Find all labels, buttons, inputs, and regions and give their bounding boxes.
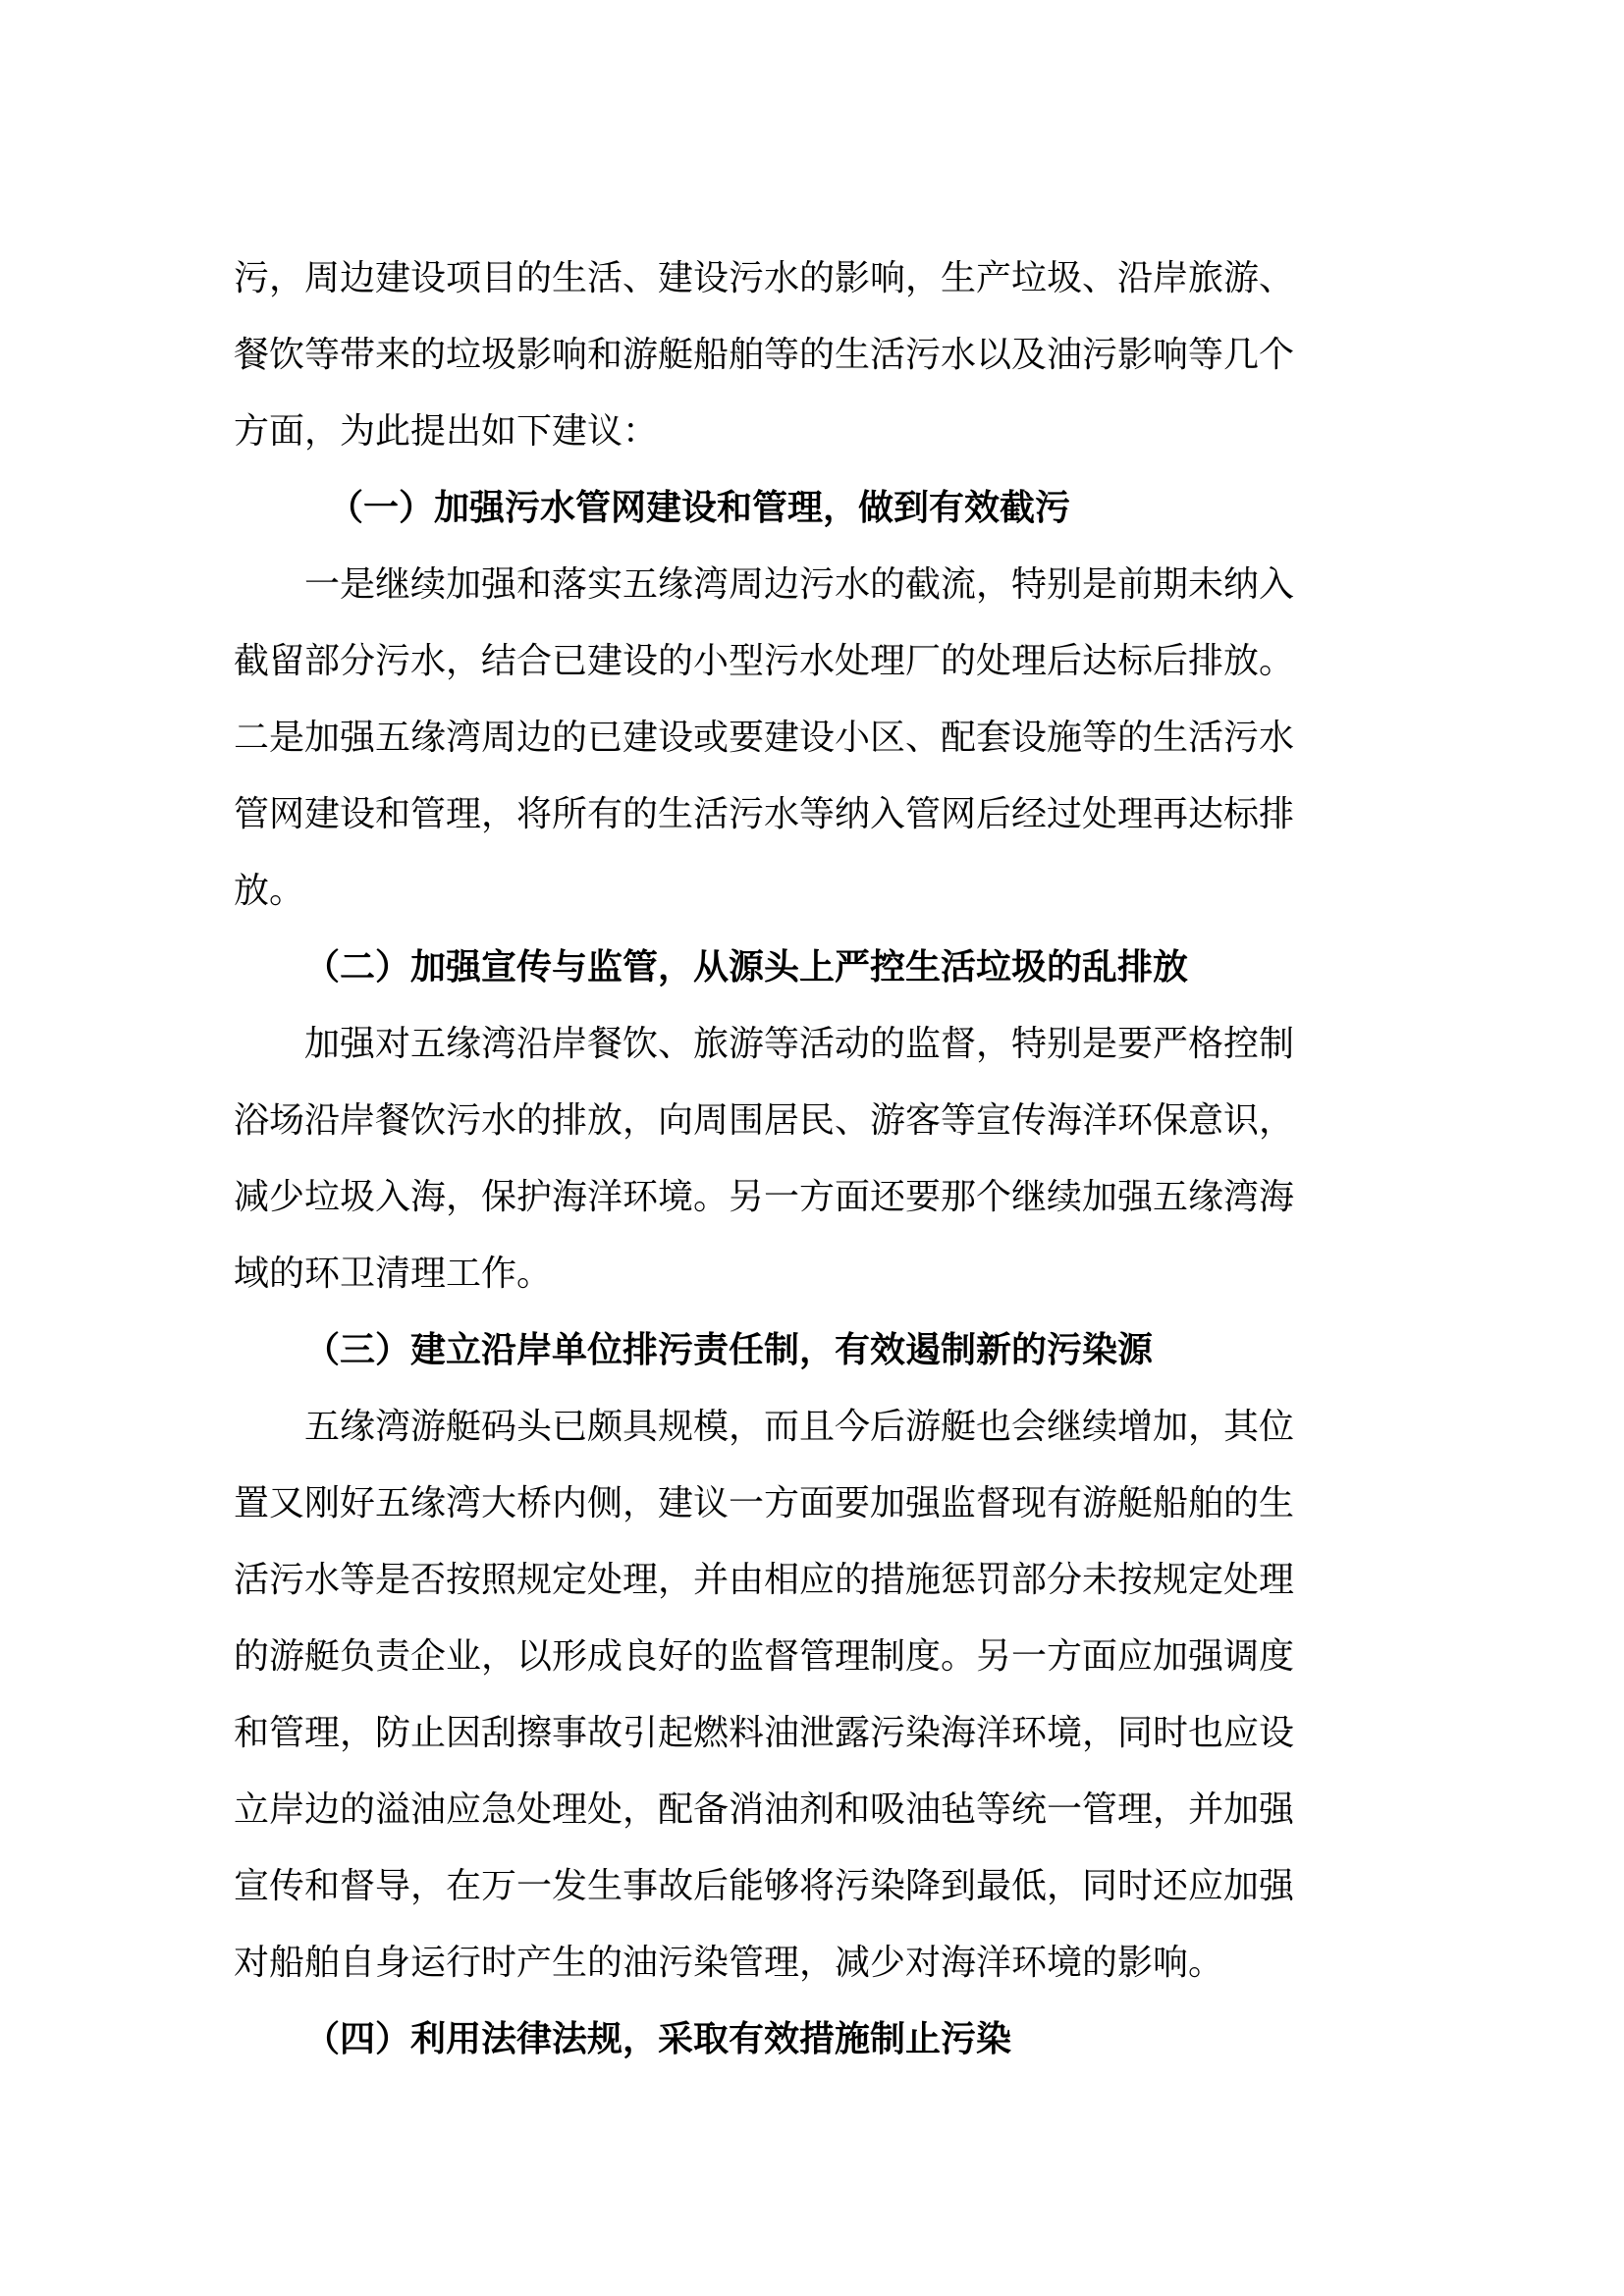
paragraph-line: 立岸边的溢油应急处理处，配备消油剂和吸油毡等统一管理，并加强 bbox=[234, 1789, 1295, 1830]
section-heading-2: （二）加强宣传与监管，从源头上严控生活垃圾的乱排放 bbox=[304, 947, 1189, 988]
section-heading-3: （三）建立沿岸单位排污责任制，有效遏制新的污染源 bbox=[304, 1330, 1154, 1370]
paragraph-line: 一是继续加强和落实五缘湾周边污水的截流，特别是前期未纳入 bbox=[304, 564, 1295, 605]
paragraph-line: 浴场沿岸餐饮污水的排放，向周围居民、游客等宣传海洋环保意识， bbox=[234, 1100, 1295, 1141]
paragraph-line: 活污水等是否按照规定处理，并由相应的措施惩罚部分未按规定处理 bbox=[234, 1560, 1295, 1600]
paragraph-line: 五缘湾游艇码头已颇具规模，而且今后游艇也会继续增加，其位 bbox=[304, 1407, 1295, 1447]
paragraph-line: 的游艇负责企业，以形成良好的监督管理制度。另一方面应加强调度 bbox=[234, 1636, 1295, 1677]
paragraph-line: 加强对五缘湾沿岸餐饮、旅游等活动的监督，特别是要严格控制 bbox=[304, 1024, 1295, 1064]
paragraph-line: 污，周边建设项目的生活、建设污水的影响，生产垃圾、沿岸旅游、 bbox=[234, 258, 1295, 298]
paragraph-line: 截留部分污水，结合已建设的小型污水处理厂的处理后达标后排放。 bbox=[234, 641, 1295, 681]
section-heading-1: （一）加强污水管网建设和管理，做到有效截污 bbox=[328, 488, 1071, 528]
paragraph-line: 二是加强五缘湾周边的已建设或要建设小区、配套设施等的生活污水 bbox=[234, 718, 1295, 758]
paragraph-line: 方面，为此提出如下建议： bbox=[234, 411, 659, 452]
paragraph-line: 置又刚好五缘湾大桥内侧，建议一方面要加强监督现有游艇船舶的生 bbox=[234, 1483, 1295, 1523]
paragraph-line: 放。 bbox=[234, 871, 305, 911]
paragraph-line: 域的环卫清理工作。 bbox=[234, 1254, 553, 1294]
paragraph-line: 管网建设和管理，将所有的生活污水等纳入管网后经过处理再达标排 bbox=[234, 794, 1295, 834]
section-heading-4: （四）利用法律法规，采取有效措施制止污染 bbox=[304, 2019, 1012, 2059]
document-body bbox=[234, 240, 1392, 2078]
paragraph-line: 餐饮等带来的垃圾影响和游艇船舶等的生活污水以及油污影响等几个 bbox=[234, 335, 1295, 375]
paragraph-line: 和管理，防止因刮擦事故引起燃料油泄露污染海洋环境，同时也应设 bbox=[234, 1713, 1295, 1753]
paragraph-line: 减少垃圾入海，保护海洋环境。另一方面还要那个继续加强五缘湾海 bbox=[234, 1177, 1295, 1217]
paragraph-line: 宣传和督导，在万一发生事故后能够将污染降到最低，同时还应加强 bbox=[234, 1866, 1295, 1906]
paragraph-line: 对船舶自身运行时产生的油污染管理，减少对海洋环境的影响。 bbox=[234, 1943, 1224, 1983]
